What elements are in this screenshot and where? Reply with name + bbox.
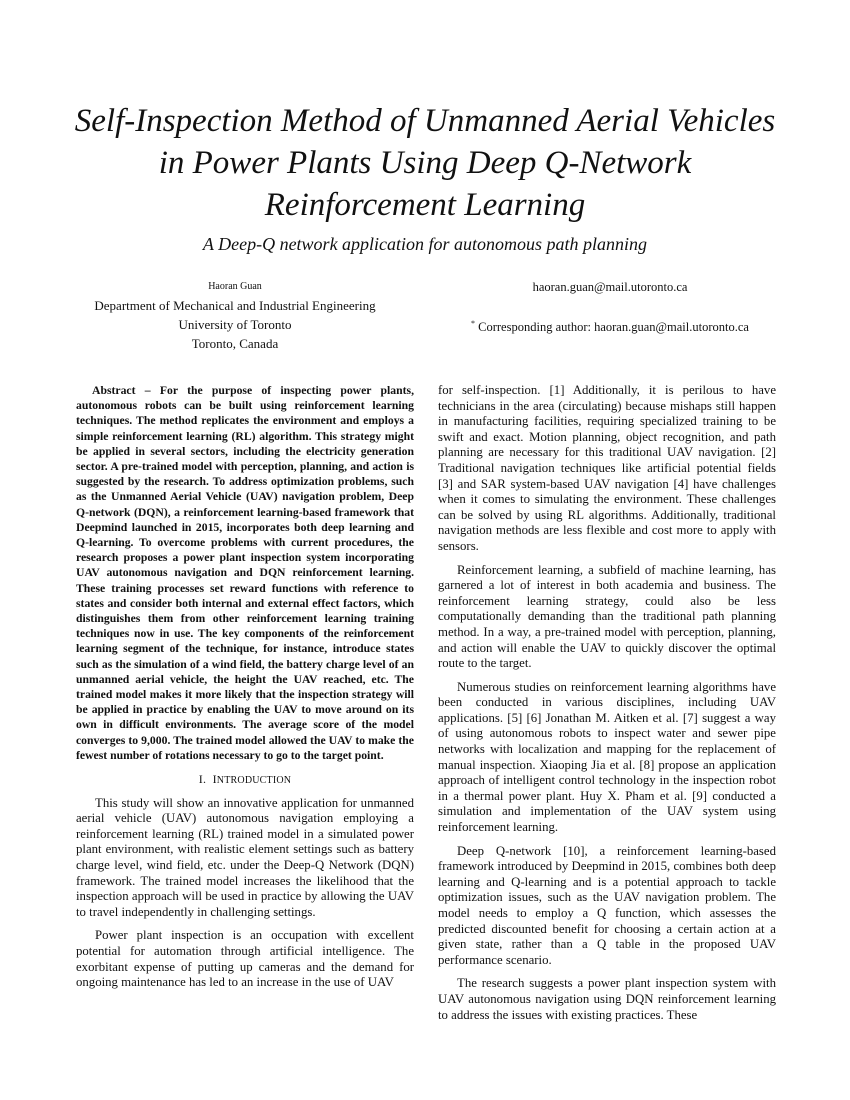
author-name: Haoran Guan [208,281,262,292]
right-column [438,383,776,1031]
section-heading-introduction [76,772,414,789]
author-location: Toronto, Canada [191,336,279,351]
corresponding-author-text: Corresponding author: haoran.guan@mail.utoronto.ca [478,320,749,335]
author-university: University of Toronto [178,317,292,332]
abstract [76,383,414,763]
author-email: haoran.guan@mail.utoronto.ca [532,280,688,294]
author-affiliation-block [90,278,380,353]
abstract-text: Abstract – For the purpose of inspecting power plants, autonomous robots can be built using reinforcement learning techniques. The method replicates the environment and employs a simple reinforcement learning (RL) algorithm. This strategy might be applied in several sectors, including the electricity generation sector. A pre-trained model with perception, planning, and action is suggested by the research. To address optimization problems, such as the Unmanned Aerial Vehicle (UAV) navigation problem, Deep Q-network (DQN), a reinforcement learning-based framework that Deepmind launched in 2015, incorporates both deep learning and Q-learning. To overcome problems with current procedures, the research proposes a power plant inspection system incorporating UAV autonomous navigation and DQN reinforcement learning. These training processes set reward functions with reference to states and consider both internal and external effect factors, which distinguishes them from other reinforcement learning training techniques now in use. The key components of the reinforcement learning segment of the technique, for instance, introduce states such as the simulation of a wind field, the battery charge level of an unmanned aerial vehicle, the height the UAV reached, etc. The trained model makes it more likely that the inspection strategy will be applied in practice by enabling the UAV to move around on its own in difficult environments. The average score of the model converges to 9,000. The trained model allowed the UAV to make the fewest number of rotations necessary to go to the target point. [76,384,414,762]
right-paragraph-2: Reinforcement learning, a subfield of machine learning, has garnered a lot of interest in both academia and business. The reinforcement learning strategy, could also be less computationally demanding than the traditional path planning method. In a way, a pre-trained model with perception, planning, and action will enable the UAV to quickly discover the optimal route to the target. [438,562,776,671]
corresponding-mark: * [471,319,476,328]
author-department: Department of Mechanical and Industrial Engineering [94,298,376,313]
section-title-rest: NTRODUCTION [216,775,292,787]
section-number: I. [198,772,207,787]
right-paragraph-1: for self-inspection. [1] Additionally, it is perilous to have technicians in the area (circulating) because mishaps still happen in manufacturing facilities, requiring specialized training to be swift and exact. Motion planning, object recognition, and path planning are necessary for this traditional UAV navigation. [2] Traditional navigation techniques like artificial potential fields [3] and SAR system-based UAV navigation [4] have challenges when it comes to simulating the environment. These challenges can be solved by using RL algorithms. Additionally, traditional navigation methods are less flexible and cost more to apply with sensors. [438,383,776,553]
intro-paragraph-2: Power plant inspection is an occupation with excellent potential for automation through artificial intelligence. The exorbitant expense of putting up cameras and the demand for ongoing maintenance has led to an increase in the use of UAV [76,928,414,990]
corresponding-author-note [430,314,790,337]
paper-subtitle: A Deep-Q network application for autonomous path planning [202,234,648,254]
right-paragraph-3: Numerous studies on reinforcement learning algorithms have been conducted in various disciplines, including UAV applications. [5] [6] Jonathan M. Aitken et al. [7] suggest a way of using autonomous robots to inspect water and sewer pipe networks with localization and mapping for the replacement of manual inspection. Xiaoping Jia et al. [8] propose an application approach of intelligent control technology in the inspection robot in a thermal power plant. Huy X. Pham et al. [9] conducted a simulation and implementation of the UAV system using reinforcement learning. [438,679,776,835]
author-contact-block [430,278,790,337]
right-paragraph-4: Deep Q-network [10], a reinforcement learning-based framework introduced by Deepmind in 2015, combines both deep learning and Q-learning and is a potential approach to tackle optimization issues, such as the UAV navigation problem. The model needs to employ a Q function, which assesses the predicted discounted benefit for choosing a certain action at a given state, rather than a Q table in the proposed UAV performance scenario. [438,843,776,967]
left-column [76,383,414,999]
right-paragraph-5: The research suggests a power plant inspection system with UAV autonomous navigation using DQN reinforcement learning to address the issues with existing practices. These [438,976,776,1022]
paper-title: Self-Inspection Method of Unmanned Aerial Vehicles in Power Plants Using Deep Q-Network Reinforcement Learning [74,103,776,223]
section-title-initial: I [212,772,217,787]
intro-paragraph-1: This study will show an innovative application for unmanned aerial vehicle (UAV) autonomous navigation employing a reinforcement learning (RL) trained model in a simulated power plant environment, with realistic element settings such as battery charge level, wind field, etc. under the Deep-Q Network (DQN) framework. The trained model increases the likelihood that the inspection approach will be used in practice by allowing the UAV to travel independently in challenging settings. [76,795,414,919]
